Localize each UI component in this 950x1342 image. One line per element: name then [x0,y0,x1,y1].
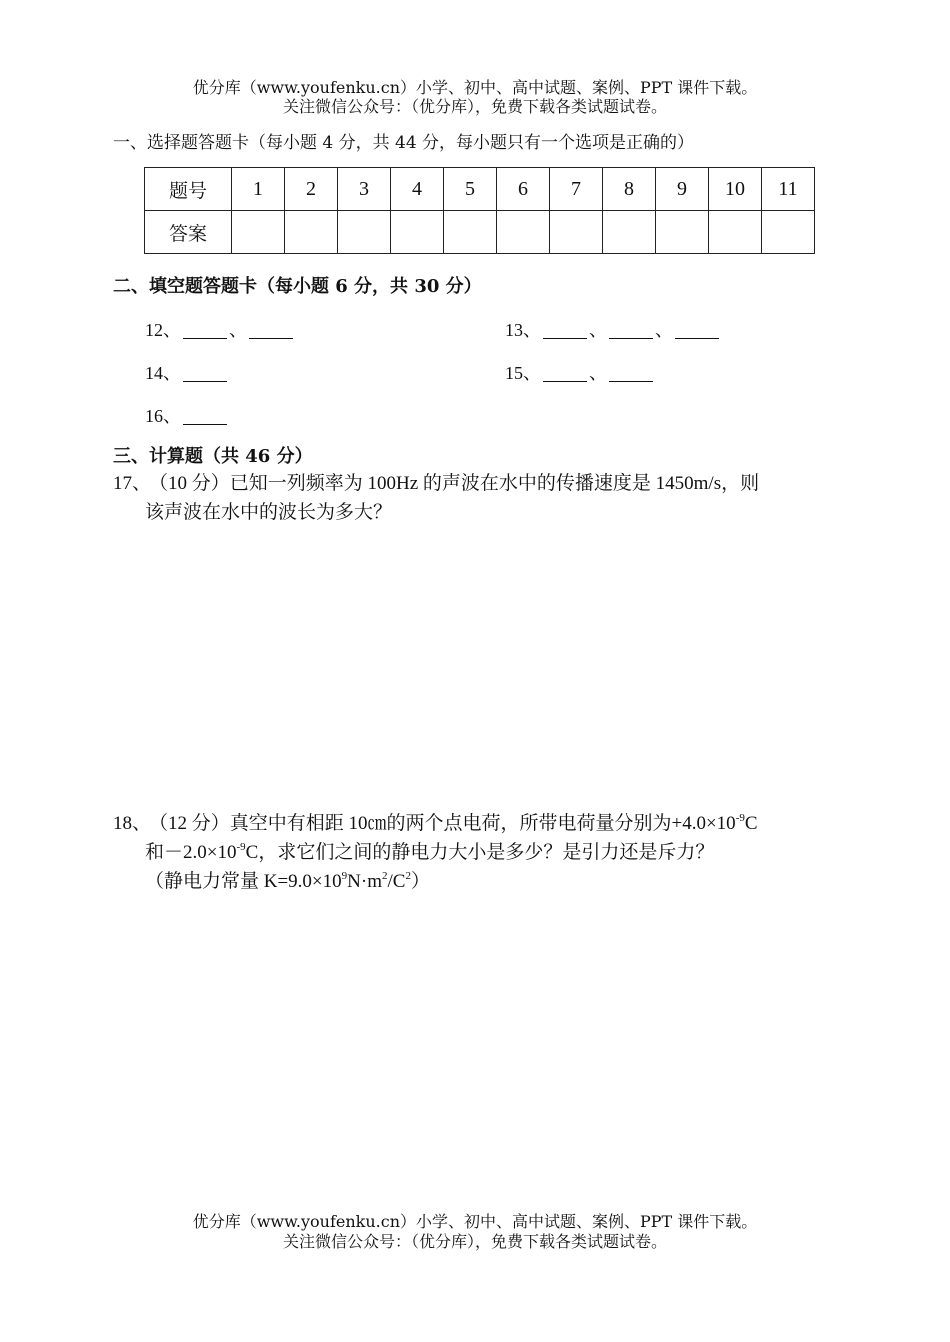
row-label-answer: 答案 [145,211,232,254]
exponent: 2 [381,870,388,882]
question-17-text: （10 分）已知一列频率为 100Hz 的声波在水中的传播速度是 1450m/s，则 [149,473,760,494]
row-label-number: 题号 [145,168,232,211]
fill-item-14 [145,359,229,385]
answer-blank[interactable] [609,363,653,382]
separator: 、 [589,320,607,340]
answer-cell[interactable] [232,211,285,254]
answer-cell[interactable] [444,211,497,254]
answer-blank[interactable] [183,363,227,382]
answer-row [145,211,815,254]
answer-cell[interactable] [709,211,762,254]
constant-text: （静电力常量 K=9.0×10 [145,871,342,892]
fill-label-13: 13、 [505,320,541,340]
answer-blank[interactable] [543,363,587,382]
answer-cell[interactable] [762,211,815,254]
separator: 、 [229,320,247,340]
exponent: 2 [405,870,411,882]
question-17 [113,469,873,527]
exponent: -9 [236,841,246,853]
separator: 、 [655,320,673,340]
answer-cell[interactable] [550,211,603,254]
question-number-cell: 6 [497,168,550,211]
closing-paren: ） [410,871,430,892]
question-number-cell: 1 [232,168,285,211]
footer-line-2: 关注微信公众号：（优分库），免费下载各类试题试卷。 [282,1232,667,1251]
question-18-text: 和－2.0×10 [145,842,237,863]
section2-title: 二、填空题答题卡（每小题 6 分，共 30 分） [113,276,482,297]
fill-label-15: 15、 [505,363,541,383]
fill-label-14: 14、 [145,363,181,383]
answer-cell[interactable] [603,211,656,254]
exponent: -9 [735,812,745,824]
question-18-line-1 [113,809,873,838]
fill-item-13 [505,316,721,342]
answer-cell[interactable] [285,211,338,254]
unit-text: /C [387,871,406,892]
question-number-cell: 4 [391,168,444,211]
question-18-line-3 [113,867,873,896]
unit-text: N·m [347,871,382,892]
fill-item-12 [145,316,295,342]
answer-blank[interactable] [543,320,587,339]
header-line-2: 关注微信公众号：（优分库），免费下载各类试题试卷。 [282,97,667,116]
exponent: 9 [341,870,348,882]
question-number-cell: 2 [285,168,338,211]
question-17-line-1 [113,469,873,498]
question-number-row [145,168,815,211]
section3-title: 三、计算题（共 46 分） [113,446,313,467]
answer-blank[interactable] [249,320,293,339]
question-number-cell: 7 [550,168,603,211]
question-18-text: （12 分）真空中有相距 10㎝的两个点电荷，所带电荷量分别为+4.0×10 [149,813,736,834]
question-number-cell: 3 [338,168,391,211]
question-17-line-2: 该声波在水中的波长为多大？ [145,502,393,523]
answer-card-table [144,167,815,254]
unit-text: C [744,813,758,834]
question-number-cell: 9 [656,168,709,211]
question-18-number: 18、 [113,813,152,834]
fill-item-16 [145,402,229,428]
answer-cell[interactable] [497,211,550,254]
fill-item-15 [505,359,655,385]
footer-line-1: 优分库（www.youfenku.cn）小学、初中、高中试题、案例、PPT 课件下载。 [192,1212,758,1231]
question-number-cell: 10 [709,168,762,211]
question-number-cell: 11 [762,168,815,211]
answer-blank[interactable] [183,320,227,339]
question-18-text: C，求它们之间的静电力大小是多少？是引力还是斥力？ [245,842,715,863]
header-line-1: 优分库（www.youfenku.cn）小学、初中、高中试题、案例、PPT 课件下载。 [192,78,758,97]
fill-label-16: 16、 [145,406,181,426]
answer-blank[interactable] [609,320,653,339]
answer-cell[interactable] [391,211,444,254]
question-number-cell: 5 [444,168,497,211]
question-18-line-2 [113,838,873,867]
answer-cell[interactable] [338,211,391,254]
answer-blank[interactable] [183,406,227,425]
answer-blank[interactable] [675,320,719,339]
fill-label-12: 12、 [145,320,181,340]
section1-title: 一、选择题答题卡（每小题 4 分，共 44 分，每小题只有一个选项是正确的） [113,133,695,153]
answer-cell[interactable] [656,211,709,254]
question-17-number: 17、 [113,473,152,494]
question-18 [113,809,873,896]
question-number-cell: 8 [603,168,656,211]
separator: 、 [589,363,607,383]
